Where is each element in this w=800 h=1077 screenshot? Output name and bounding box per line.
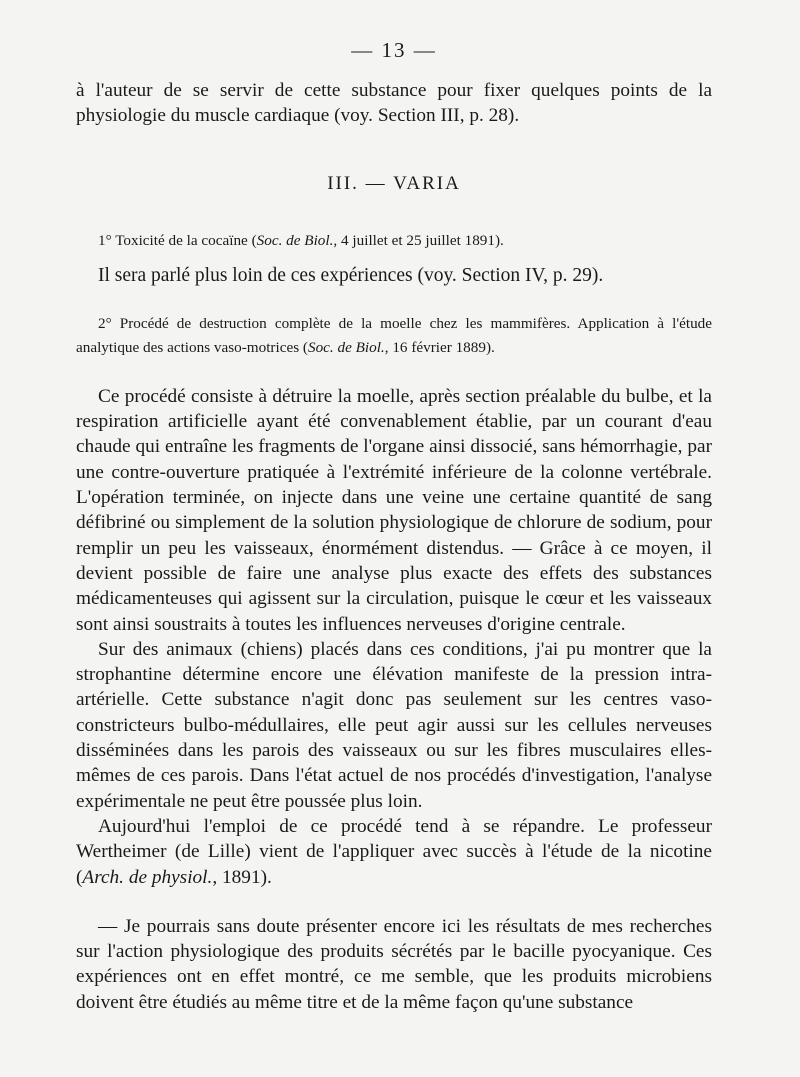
item-1-prefix: 1° Toxicité de la cocaïne ( <box>98 231 257 249</box>
body-paragraph-1: Ce procédé consiste à détruire la moelle, après section préalable du bulbe, et la respiration artificielle ayant été convenablement établie, par un courant d'eau chaude qui entraîne les fragments de l'organe ainsi dissocié, sans hémorrhagie, par une contre-ouverture pratiquée à l'extrémité inférieure de la colonne vertébrale. L'opération terminée, on injecte dans une veine une certaine quantité de sang défibriné ou simplement de la solution physiologique de chlorure de sodium, pour remplir un peu les vaisseaux, énormément distendus. — Grâce à ce moyen, il devient possible de faire une analyse plus exacte des effets des substances médicamenteuses qui agissent sur la circulation, puisque le cœur et les vaisseaux sont ainsi soustraits à toutes les influences nerveuses d'origine centrale. <box>76 385 712 635</box>
item-1-source: Soc. de Biol. <box>256 231 334 249</box>
intro-paragraph: à l'auteur de se servir de cette substance pour fixer quelques points de la physiologie du muscle cardiaque (voy. Section III, p. 28). <box>76 80 712 127</box>
para-3-suffix: , 1891). <box>212 866 272 888</box>
para-3-text: Aujourd'hui l'emploi de ce procédé tend à se répandre. Le professeur Wertheimer (de Lille) vient de l'appliquer avec succès à l'étude de la nicotine ( <box>76 815 712 888</box>
note-paragraph: Il sera parlé plus loin de ces expériences (voy. Section IV, p. 29). <box>98 264 604 286</box>
para-3-source: Arch. de physiol. <box>82 866 213 888</box>
item-2-prefix: 2° Procédé de destruction complète de la moelle chez les mammifères. Application à l'étude analytique des actions vaso-motrices ( <box>76 314 712 356</box>
item-1-suffix: , 4 juillet et 25 juillet 1891). <box>333 231 504 249</box>
section-heading: III. — VARIA <box>327 172 461 194</box>
item-1 <box>76 229 712 253</box>
item-2 <box>76 312 712 360</box>
body-paragraph-4: — Je pourrais sans doute présenter encore ici les résultats de mes recherches sur l'action physiologique des produits sécrétés par le bacille pyocyanique. Ces expériences ont en effet montré, ce me semble, que les produits microbiens doivent être étudiés au même titre et de la même façon qu'une substance <box>76 915 712 1013</box>
body-paragraph-3 <box>76 814 712 890</box>
body-paragraph-2: Sur des animaux (chiens) placés dans ces conditions, j'ai pu montrer que la strophantine détermine encore une élévation manifeste de la pression intra-artérielle. Cette substance n'agit donc pas seulement sur les centres vaso-constricteurs bulbo-médullaires, elle peut agir aussi sur les cellules nerveuses disséminées dans les parois des vaisseaux ou sur les fibres musculaires elles-mêmes de ces parois. Dans l'état actuel de nos procédés d'investigation, l'analyse expérimentale ne peut être poussée plus loin. <box>76 638 712 812</box>
item-2-source: Soc. de Biol. <box>307 338 385 356</box>
page-number: — 13 — <box>351 38 437 62</box>
item-2-suffix: , 16 février 1889). <box>384 338 495 356</box>
